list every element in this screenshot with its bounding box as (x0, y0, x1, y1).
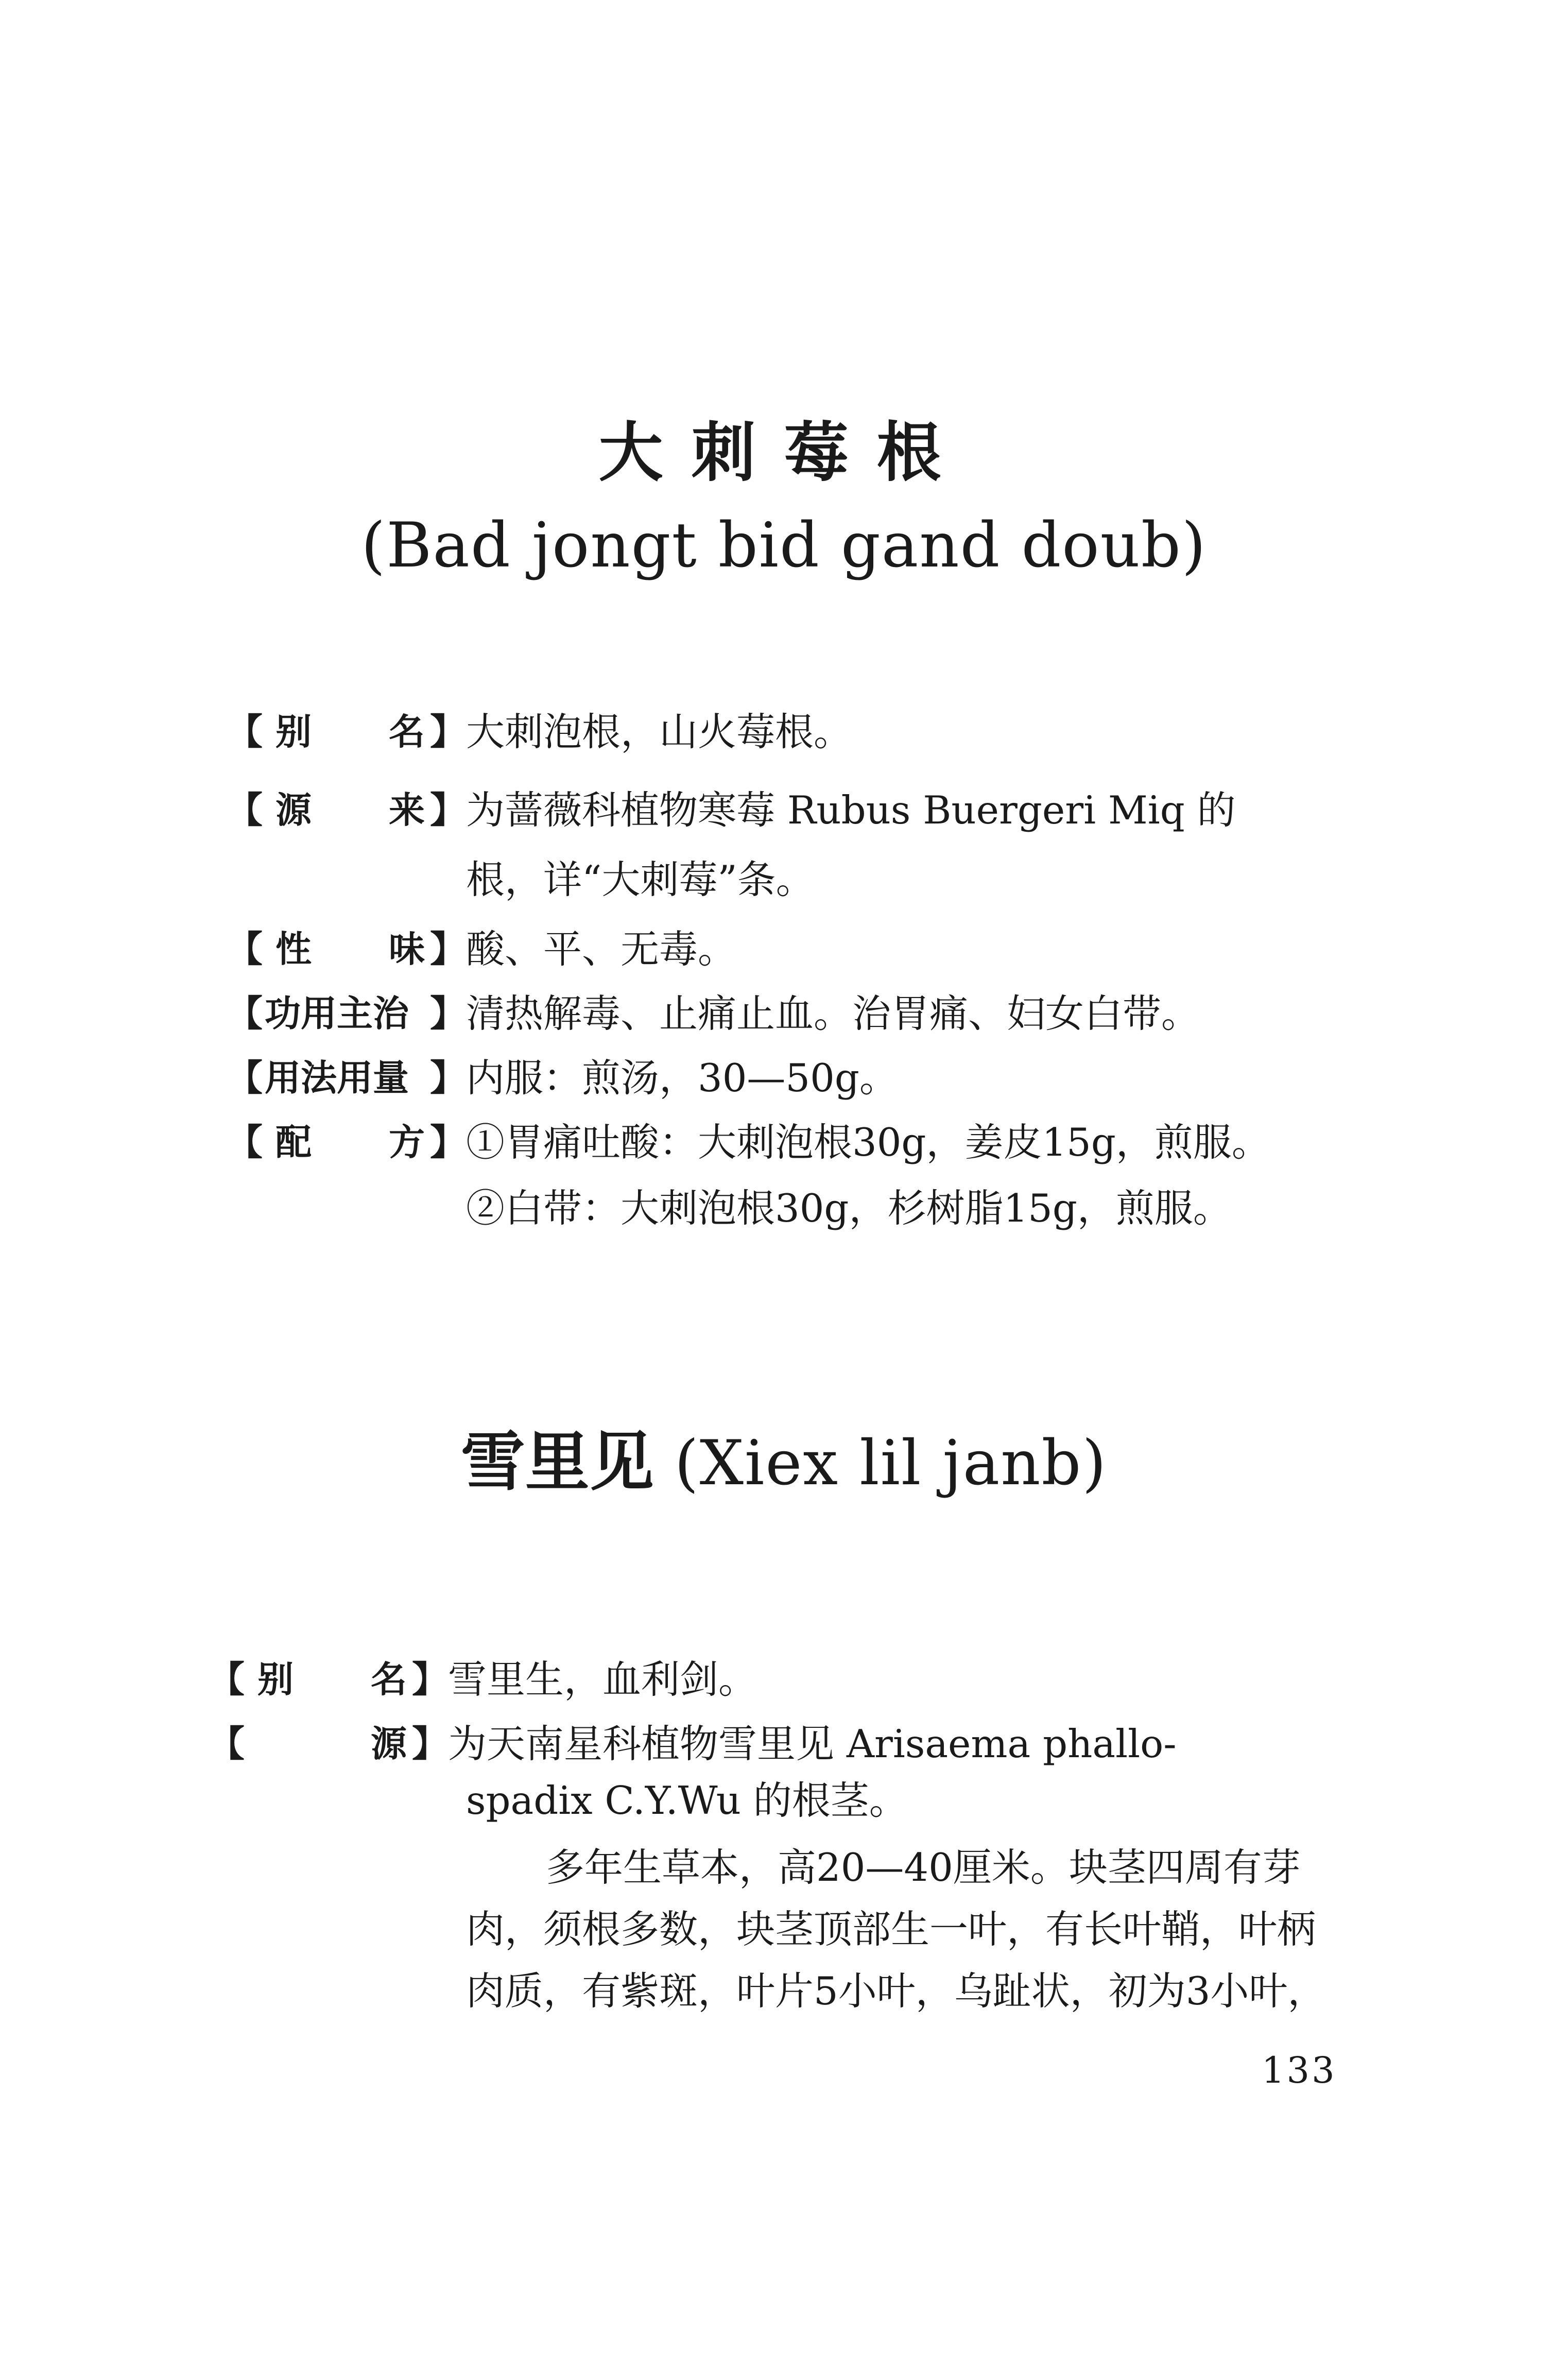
field-continuation: 根，详“大刺莓”条。 (466, 857, 815, 902)
field-label: 【 配 方 】 (227, 1121, 466, 1163)
entry2-title-cn: 雪里见 (460, 1425, 654, 1500)
field-label: 【 别 名 】 (227, 711, 466, 753)
description-line: 肉，须根多数，块茎顶部生一叶，有长叶鞘，叶柄 (466, 1907, 1316, 1952)
field-value: ①胃痛吐酸：大刺泡根30g，姜皮15g，煎服。 (466, 1120, 1270, 1165)
field-label: 【 源 】 (209, 1723, 448, 1765)
entry1-title: 大刺莓根 (598, 416, 970, 490)
description-line: 多年生草本，高20—40厘米。块茎四周有芽 (546, 1845, 1301, 1890)
field-label: 【 功用主治 】 (227, 992, 466, 1035)
entry1-dong-name: (Bad jongt bid gand doub) (361, 510, 1207, 581)
entry2-field-alias (209, 1651, 757, 1708)
page-number: 133 (1262, 2049, 1337, 2091)
field-label: 【 性 味 】 (227, 928, 466, 970)
entry1-field-usage (227, 1049, 898, 1107)
entry2-title (0, 1421, 1568, 1505)
entry1-field-function (227, 985, 1200, 1042)
field-value: 为天南星科植物雪里见 Arisaema phallo- (448, 1721, 1177, 1766)
field-continuation: spadix C.Y.Wu 的根茎。 (466, 1778, 908, 1823)
entry1-field-alias (227, 703, 852, 761)
field-value: 酸、平、无毒。 (466, 926, 737, 972)
field-value: 清热解毒、止痛止血。治胃痛、妇女白带。 (466, 991, 1200, 1036)
field-value: 为蔷薇科植物寒莓 Rubus Buergeri Miq 的 (466, 787, 1236, 833)
entry2-field-source (209, 1715, 1177, 1773)
entry1-field-prescription (227, 1113, 1270, 1171)
field-value: 大刺泡根，山火莓根。 (466, 709, 853, 754)
field-label: 【 源 来 】 (227, 789, 466, 831)
description-line: 肉质，有紫斑，叶片5小叶，乌趾状，初为3小叶， (466, 1968, 1326, 2014)
entry1-field-taste (227, 920, 736, 978)
entry2-dong-name: (Xiex lil janb) (674, 1428, 1108, 1499)
field-value: 内服：煎汤，30—50g。 (466, 1055, 898, 1101)
field-value: 雪里生，血利剑。 (448, 1657, 757, 1702)
field-label: 【 别 名 】 (209, 1658, 448, 1701)
field-label: 【 用法用量 】 (227, 1057, 466, 1099)
entry1-field-source (227, 781, 1236, 839)
field-continuation: ②白带：大刺泡根30g，杉树脂15g，煎服。 (466, 1186, 1232, 1231)
